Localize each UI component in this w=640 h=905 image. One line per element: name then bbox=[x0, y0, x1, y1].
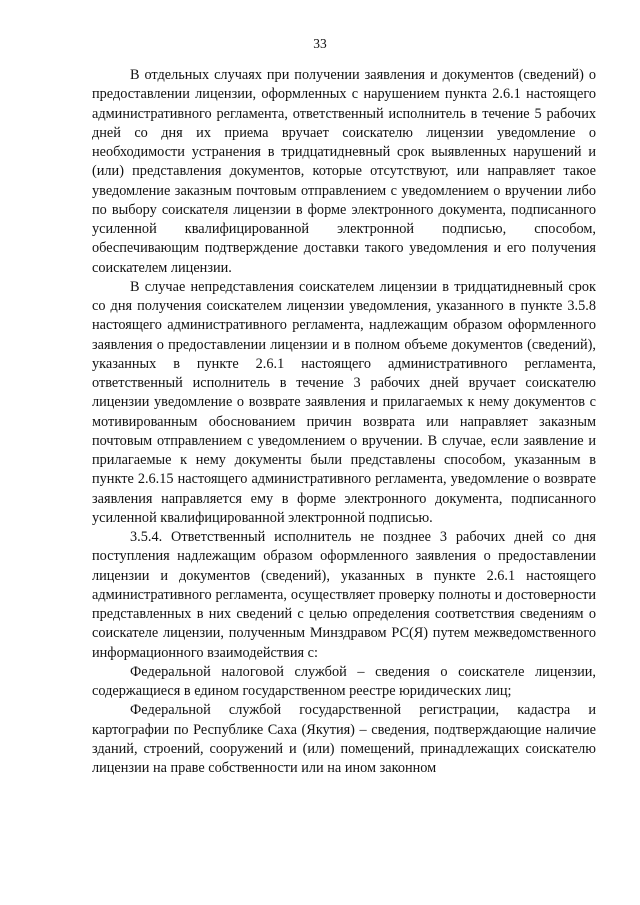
page-number: 33 bbox=[313, 36, 327, 51]
paragraph-tax-service: Федеральной налоговой службой – сведения о соискателе лицензии, содержащиеся в едином государственном реестре юридических лиц; bbox=[92, 663, 596, 699]
paragraph-registration-service: Федеральной службой государственной регистрации, кадастра и картографии по Республике Саха (Якутия) – сведения, подтверждающие наличие зданий, строений, сооружений и (или) помещений, принадлежащих соискателю лицензии на праве собственности или на ином законном bbox=[92, 702, 596, 776]
paragraph-clause-3-5-4: 3.5.4. Ответственный исполнитель не позднее 3 рабочих дней со дня поступления надлежащим образом оформленного заявления о предоставлении лицензии и документов (сведений), указанных в пункте 2.6.1 настоящего административного регламента, осуществляет проверку полноты и достоверности представленных в них сведений с целью определения соответствия сведениям о соискателе лицензии, полученным Минздравом РС(Я) путем межведомственного информационного взаимодействия с: bbox=[92, 529, 596, 661]
paragraph-return-of-application: В случае непредставления соискателем лицензии в тридцатидневный срок со дня получения соискателем лицензии уведомления, указанного в пункте 3.5.8 настоящего административного регламента, надлежащим образом оформленного заявления о предоставлении лицензии и в полном объеме документов (сведений), указанных в пункте 2.6.1 настоящего административного регламента, ответственный исполнитель в течение 3 рабочих дней вручает соискателю лицензии уведомление о возврате заявления и прилагаемых к нему документов с мотивированным обоснованием причин возврата или направляет заказным почтовым отправлением с уведомлением о вручении. В случае, если заявление и прилагаемые к нему документы были представлены способом, указанным в пункте 2.6.15 настоящего административного регламента, уведомление о возврате заявления направляется ему в форме электронного документа, подписанного усиленной квалифицированной электронной подписью. bbox=[92, 278, 596, 526]
body-text bbox=[92, 66, 596, 778]
paragraph-notification-of-violations: В отдельных случаях при получении заявления и документов (сведений) о предоставлении лицензии, оформленных с нарушением пункта 2.6.1 настоящего административного регламента, ответственный исполнитель в течение 5 рабочих дней со дня их приема вручает соискателю лицензии уведомление о необходимости устранения в тридцатидневный срок выявленных нарушений и (или) представления документов, которые отсутствуют, или направляет такое уведомление заказным почтовым отправлением с уведомлением о вручении либо по выбору соискателя лицензии в форме электронного документа, подписанного усиленной квалифицированной электронной подписью, способом, обеспечивающим подтверждение доставки такого уведомления и его получения соискателем лицензии. bbox=[92, 67, 596, 276]
